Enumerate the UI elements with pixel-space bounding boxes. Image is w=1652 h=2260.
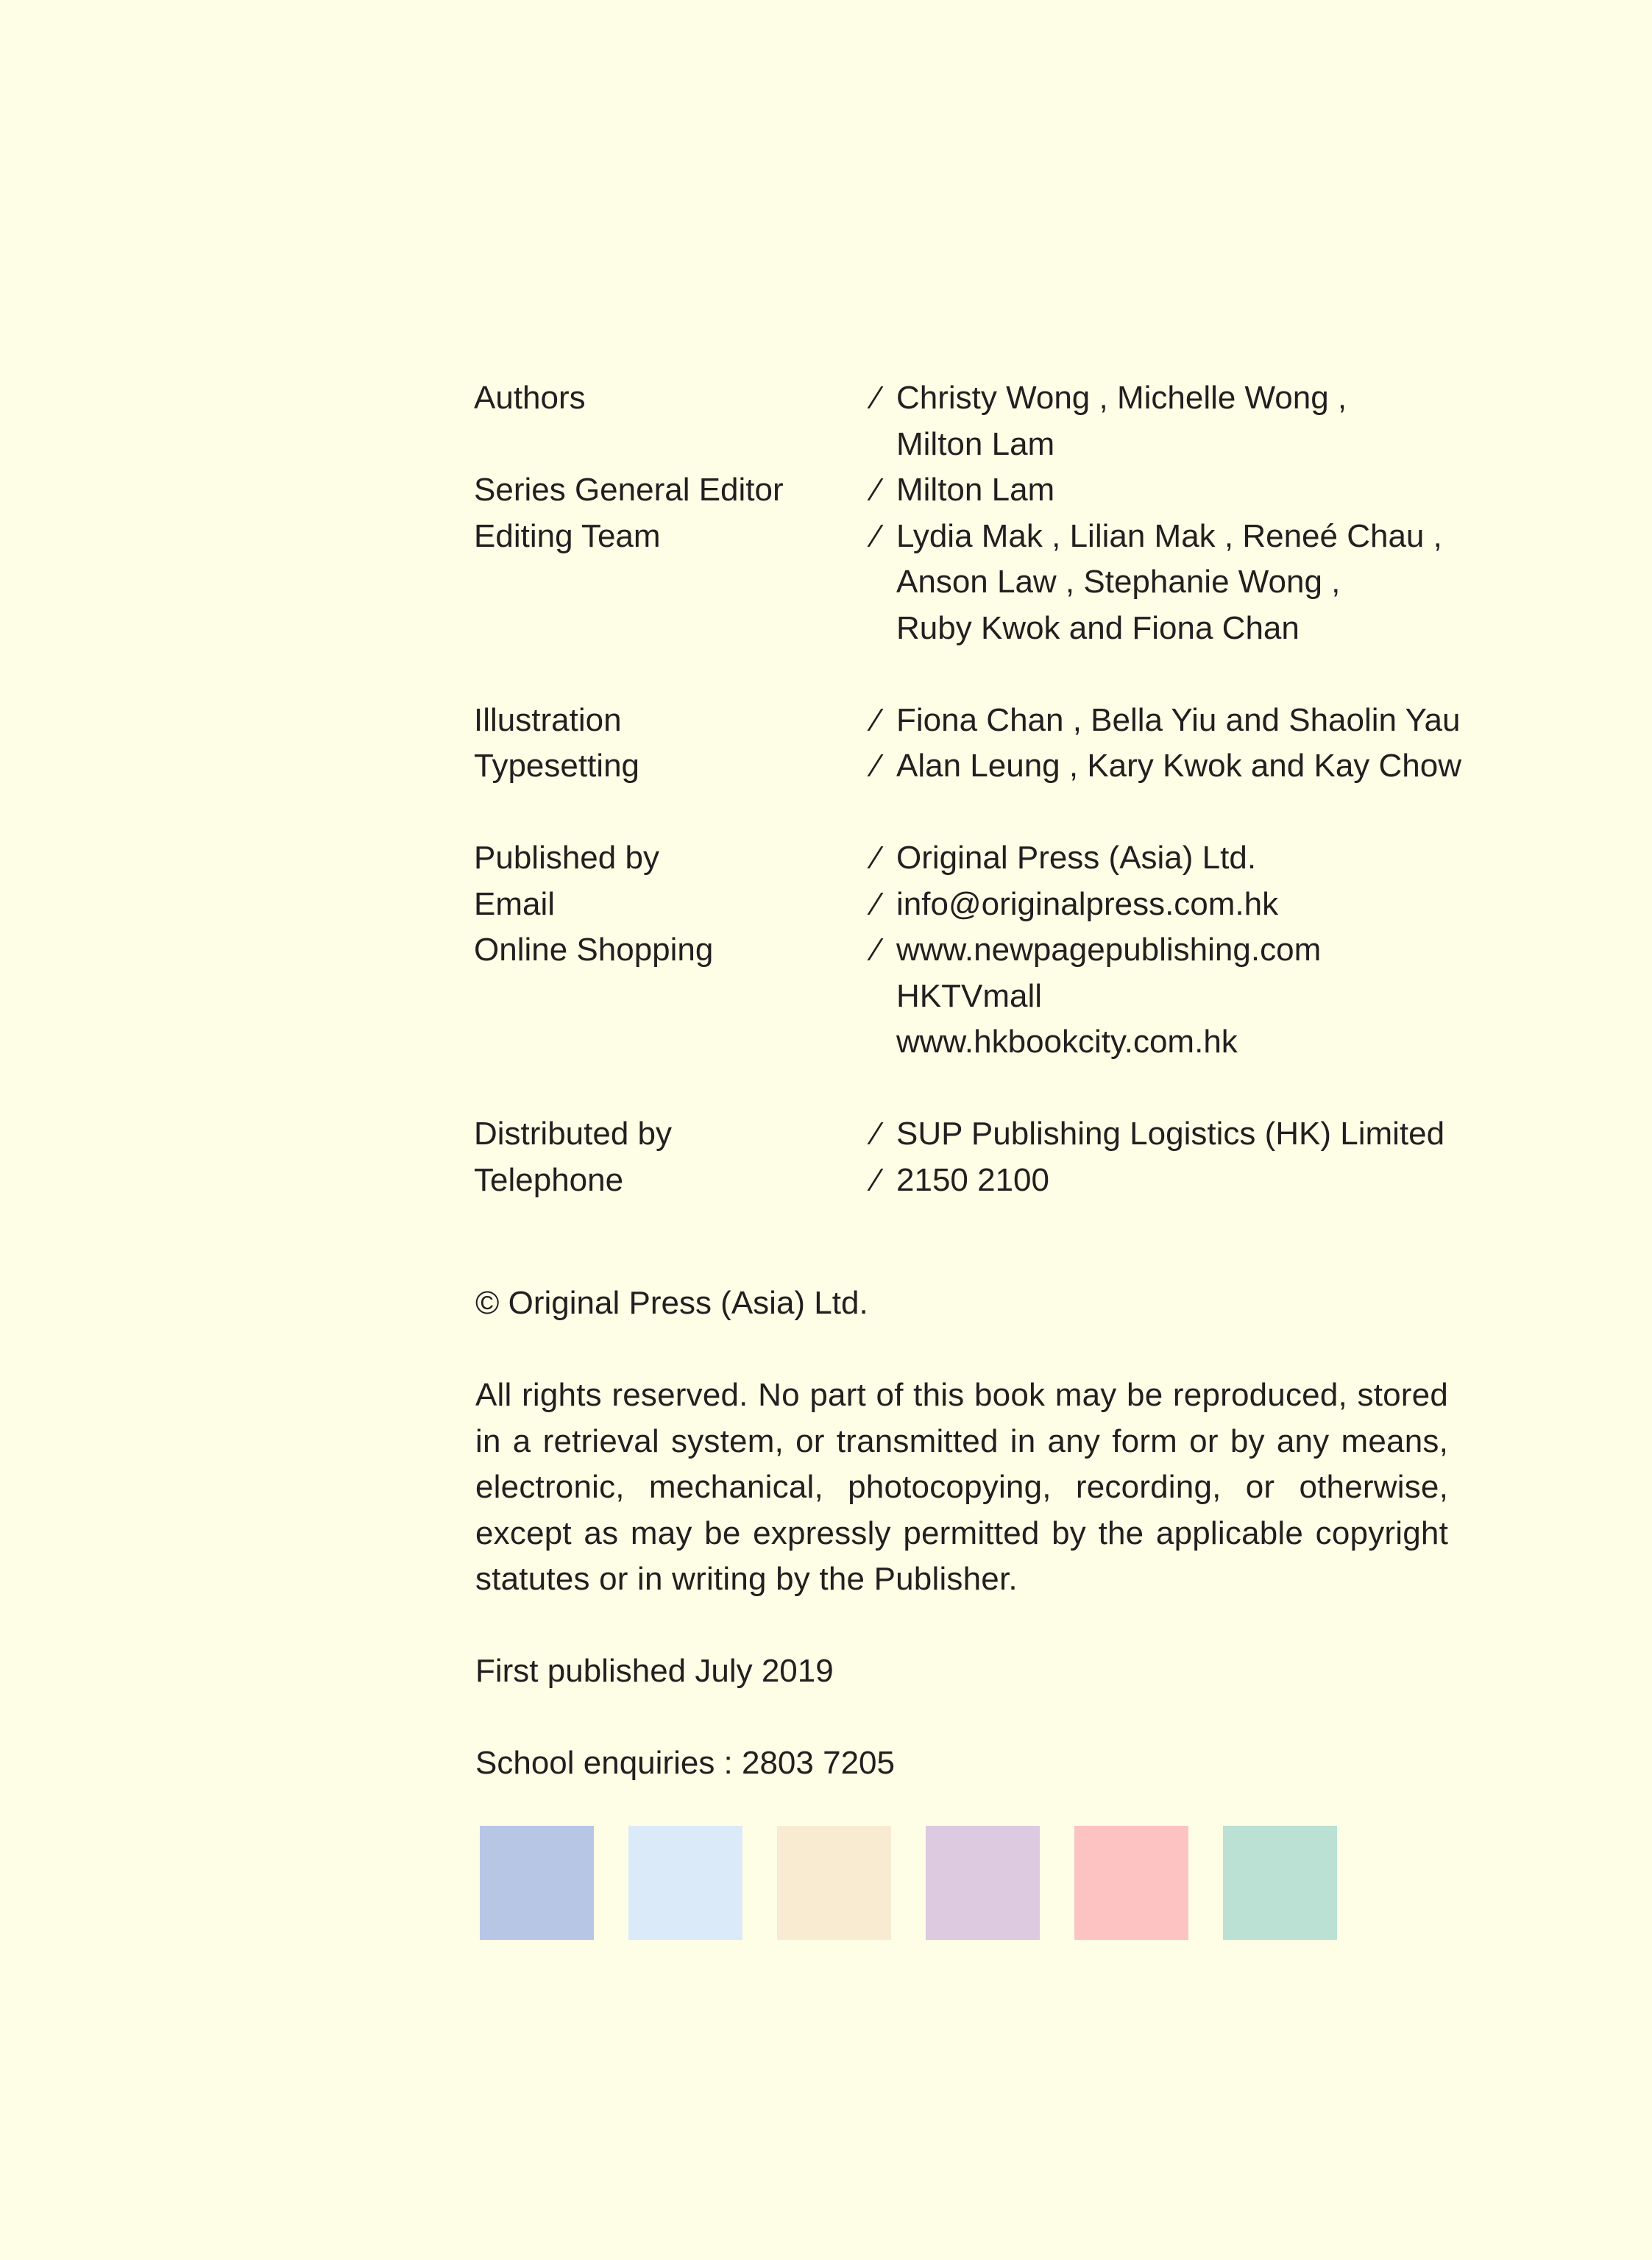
credit-values: [896, 698, 1460, 744]
color-swatch-pink: [1074, 1826, 1188, 1940]
school-enquiries: School enquiries : 2803 7205: [475, 1745, 895, 1781]
credit-row-telephone: [474, 1158, 1504, 1204]
telephone-number: 2150 2100: [896, 1161, 1049, 1198]
credit-row-illustration: [474, 698, 1504, 744]
credit-value: Ruby Kwok and Fiona Chan: [896, 609, 1300, 646]
color-swatch-cream: [777, 1826, 891, 1940]
first-published-date: First published July 2019: [475, 1653, 834, 1689]
credit-row-email: [474, 882, 1504, 928]
separator-slash: ⁄: [873, 748, 879, 784]
credit-row-distributed-by: [474, 1111, 1504, 1158]
credit-label: Online Shopping: [474, 932, 714, 968]
separator-slash: ⁄: [873, 1116, 879, 1152]
credit-row-series-general-editor: [474, 467, 1504, 514]
credit-values: [896, 835, 1256, 882]
credit-label: Authors: [474, 380, 586, 416]
credit-value: Lydia Mak , Lilian Mak , Reneé Chau ,: [896, 517, 1442, 554]
spacer: [474, 651, 1504, 698]
credit-label: Illustration: [474, 701, 622, 738]
credit-value: Milton Lam: [896, 425, 1055, 462]
credit-values: [896, 882, 1278, 928]
credit-value: SUP Publishing Logistics (HK) Limited: [896, 1116, 1445, 1152]
credit-label: Editing Team: [474, 517, 661, 554]
credit-value: Original Press (Asia) Ltd.: [896, 840, 1257, 876]
credit-row-online-shopping: [474, 927, 1504, 1066]
credit-label: Published by: [474, 840, 659, 876]
credit-value: Alan Leung , Kary Kwok and Kay Chow: [896, 748, 1462, 784]
credit-values: [896, 467, 1054, 514]
separator-slash: ⁄: [873, 380, 879, 416]
spacer: [474, 790, 1504, 836]
credit-row-typesetting: [474, 743, 1504, 790]
credit-value: Christy Wong , Michelle Wong ,: [896, 380, 1347, 416]
separator-slash: ⁄: [873, 1161, 879, 1198]
color-swatch-mint: [1223, 1826, 1337, 1940]
separator-slash: ⁄: [873, 701, 879, 738]
shop-url: www.hkbookcity.com.hk: [896, 1024, 1238, 1060]
rights-paragraph: All rights reserved. No part of this book may be reproduced, stored in a retrieval system, or transmitted in any form or by any means, electronic, mechanical, photocopying, recording, or otherwise, except as may be expressly permitted by the applicable copyright statutes or in writing by the Publisher.: [475, 1377, 1448, 1597]
credit-row-published-by: [474, 835, 1504, 882]
credit-value: Fiona Chan , Bella Yiu and Shaolin Yau: [896, 701, 1461, 738]
color-swatch-row: [480, 1826, 1337, 1940]
credit-values: [896, 375, 1347, 467]
credit-label: Distributed by: [474, 1116, 673, 1152]
credit-label: Telephone: [474, 1161, 624, 1198]
color-swatch-lavender: [926, 1826, 1040, 1940]
credit-label: Typesetting: [474, 748, 640, 784]
credits-block: [474, 375, 1504, 1203]
credit-label: Email: [474, 885, 556, 922]
spacer: [474, 1066, 1504, 1112]
shop-name: HKTVmall: [896, 977, 1043, 1014]
credit-values: [896, 743, 1461, 790]
separator-slash: ⁄: [873, 885, 879, 922]
credit-values: [896, 1158, 1049, 1204]
credit-values: [896, 1111, 1444, 1158]
credit-row-authors: [474, 375, 1504, 467]
separator-slash: ⁄: [873, 517, 879, 554]
color-swatch-light-blue: [628, 1826, 742, 1940]
credit-values: [896, 514, 1442, 652]
credit-label: Series General Editor: [474, 472, 784, 508]
credit-value: Anson Law , Stephanie Wong ,: [896, 564, 1341, 600]
shop-url: www.newpagepublishing.com: [896, 932, 1322, 968]
separator-slash: ⁄: [873, 840, 879, 876]
color-swatch-blue: [480, 1826, 594, 1940]
email-address: info@originalpress.com.hk: [896, 885, 1279, 922]
separator-slash: ⁄: [873, 932, 879, 968]
credit-value: Milton Lam: [896, 472, 1055, 508]
credit-row-editing-team: [474, 514, 1504, 652]
copyright-notice: © Original Press (Asia) Ltd.: [475, 1285, 868, 1321]
separator-slash: ⁄: [873, 472, 879, 508]
credit-values: [896, 927, 1321, 1066]
